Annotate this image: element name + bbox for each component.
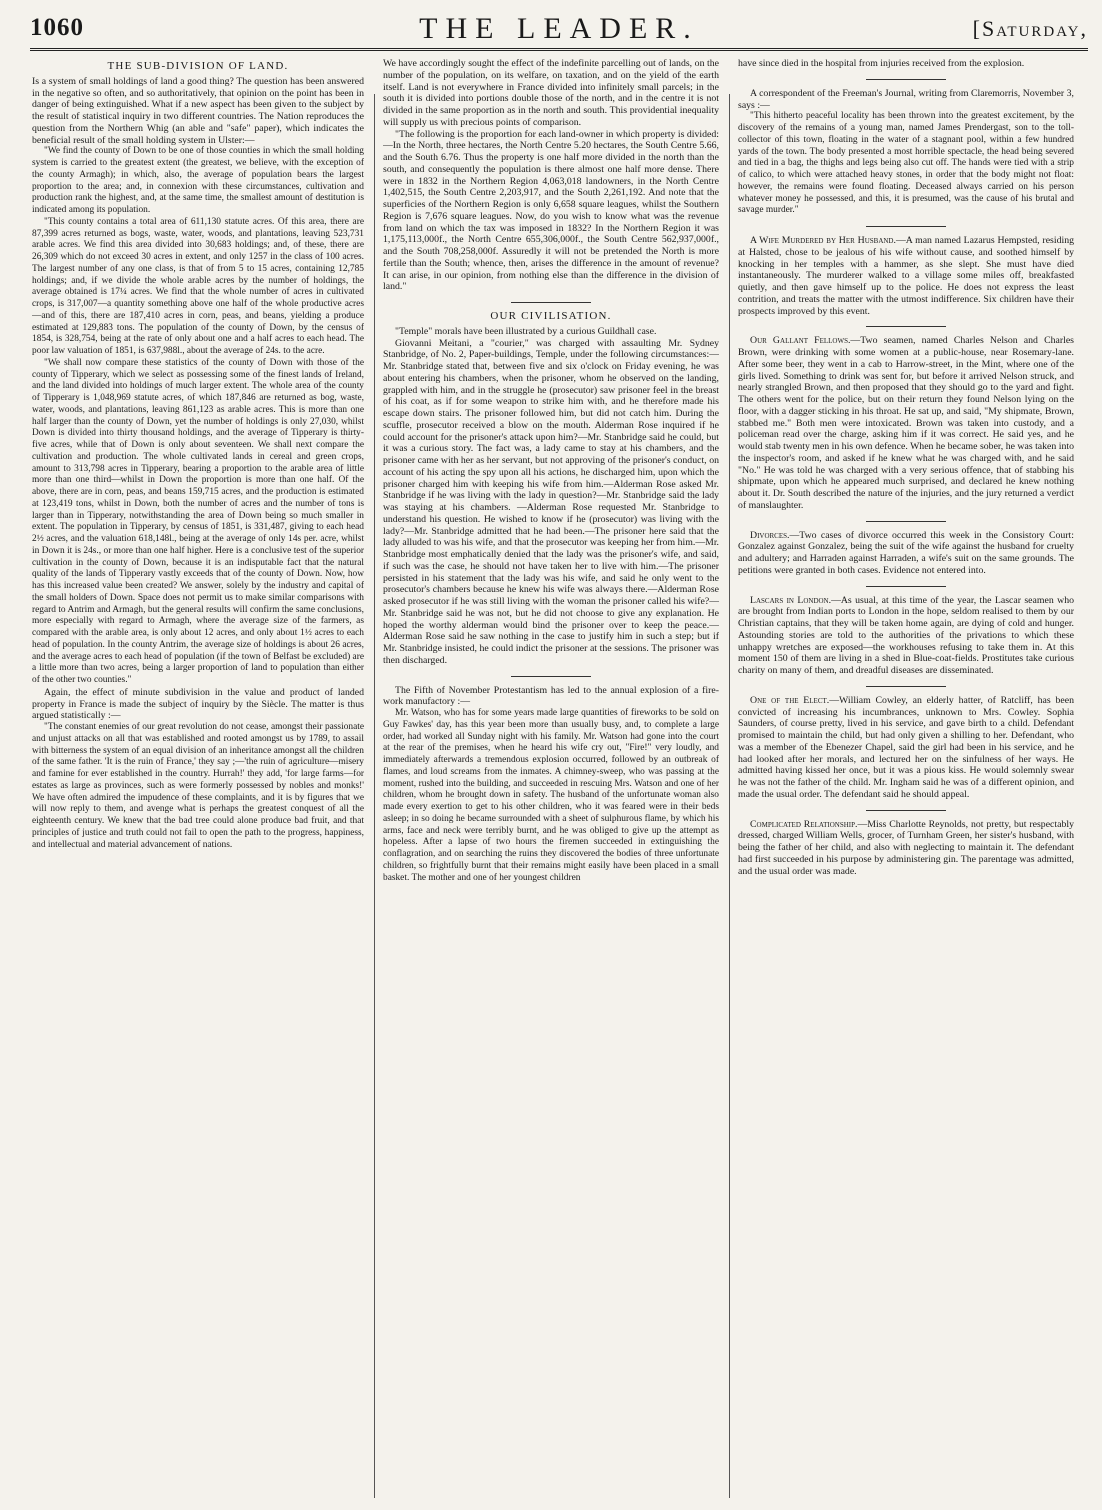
- newspaper-title: THE LEADER.: [419, 12, 699, 45]
- quoted-paragraph: "This hitherto peaceful locality has been thrown into the greatest excitement, by the discovery of the remains of a young man, named James Prendergast, son to the toll-collector of this town, floating in the water of a stagnant pool, within a few hundred yards of the town. The body presented a most horrible spectacle, the head being severed and tied in a bag, the thighs and legs being also cut off. The hands were tied with a strip of calico, to which were attached heavy stones, in order that the body might not float: however, the remains were found floating. Deceased always carried on his person whatever money he possessed, and this, it is presumed, was the cause of his brutal and savage murder.": [738, 111, 1074, 216]
- news-item-lead: Our Gallant Fellows.: [750, 335, 851, 347]
- column-2: [383, 58, 719, 1500]
- news-item-body: —Two cases of divorce occurred this week in the Consistory Court: Gonzalez against Gonzalez, being the suit of the wife against the husband for cruelty and adultery; and Harraden against Harraden, a wife's suit on the same grounds. The petitions were granted in both cases. Evidence not entered into.: [738, 529, 1074, 576]
- quoted-paragraph: "The constant enemies of our great revolution do not cease, amongst their passionate and unjust attacks on all that was established and rooted amongst us by 1789, to assail with bitterness the system of an equal division of an inheritance amongst all the children of the same father. 'It is the ruin of France,' they say ;—'the ruin of agriculture—misery and famine for ever established in the country. Hurrah!' they add, 'for large farms—for estates as large as provinces, such as were formerly possessed by nobles and monks!' We have often admired the impudence of these complaints, and it is by figures that we will now reply to them, and avenge what is perhaps the greatest conquest of all the eighteenth century. We knew that the bad tree could alone produce bad fruit, and that principles of justice and truth could not fail to open the path to the progress, happiness, and intellectual and material advancement of nations.: [32, 722, 364, 850]
- article-paragraph: We have accordingly sought the effect of the indefinite parcelling out of lands, on the number of the population, on its welfare, on taxation, and on the yield of the earth itself. Land is not everywhere in France divided into infinitely small parcels; in the south it is divided into portions double those of the north, and in the centre it is not divided in the same proportion as in the north and south. This providential inequality will supply us with precious points of comparison.: [383, 58, 719, 128]
- news-item: [738, 530, 1074, 577]
- news-item-body: —Miss Charlotte Reynolds, not pretty, but respectably dressed, charged William Wells, grocer, of Turnham Green, her sister's husband, with being the father of her child, and also with neglecting to maintain it. The defendant had first succeeded in his purpose by administering gin. The parentage was admitted, and the usual order was made.: [738, 818, 1074, 877]
- article-paragraph: have since died in the hospital from injuries received from the explosion.: [738, 58, 1025, 69]
- column-divider: [374, 94, 375, 1498]
- article-paragraph: "Temple" morals have been illustrated by a curious Guildhall case.: [395, 325, 657, 337]
- quoted-paragraph: "We shall now compare these statistics of the county of Down with those of the county of Tipperary, which we select as possessing some of the finest lands of Ireland, and the land divided into holdings of much larger extent. The whole area of the county of Tipperary is 1,048,969 statute acres, of which 187,846 are returned as bog, waste, water, woods, and plantations, leaving 861,123 as arable acres. This is more than one half larger than the county of Down, yet the number of holdings is only 27,030, whilst Down is divided into thirty thousand holdings, and the average of Tipperary is thirty-five acres, while that of Down is only about seventeen. We shall next compare the cultivation and production. The whole cultivated lands in cereal and green crops, amount to 313,798 acres in Tipperary, bearing a proportion to the arable area of little more than one third—whilst in Down the proportion is more than one half. Of the above, there are in corn, peas, and beans 159,715 acres, and the production is estimated at 123,419 tons, whilst in Down, both the number of acres and the number of tons is larger than in Tipperary, notwithstanding the area of Down being so much smaller in extent. The population in Tipperary, by census of 1851, is 331,487, giving to each head 2½ acres, and the valuation 618,148l., being at the average of only 14s per. acre, whilst in Down it is 24s., or more than one half higher. Here is a conclusive test of the superior cultivation in the county of Down, because it is an indisputable fact that the natural quality of the lands of Tipperary vastly exceeds that of the county of Down. Now, how has this increased value been created? We answer, solely by the industry and capital of the small holders of Down. Space does not permit us to make similar comparisons with regard to Antrim and Armagh, but the general results will confirm the same conclusions, more especially with regard to Armagh, where the average size of the farmers, as compared with the arable area, is only about 12 acres, and only about 1½ acres to each head of population. In the county Antrim, the average size of holdings is about 26 acres, and the average acres to each head of population (if the town of Belfast be excluded) are a little more than two acres, being a larger proportion of land to population than either of the other two counties.": [32, 357, 364, 685]
- news-item-lead: A Wife Murdered by Her Husband.: [750, 235, 896, 246]
- news-item-body: —William Cowley, an elderly hatter, of Ratcliff, has been convicted of increasing his incumbrances, unknown to Mrs. Cowley. Sophia Saunders, of course pretty, lived in his service, and gave birth to a child. Defendant promised to maintain the child, but had only given a shilling to her. Defendant, who was a member of the Ebenezer Chapel, said the girl had been in his service, and he had looked after her morals, and lectured her on the sinfulness of her ways. He admitted having kissed her once, but it was a pious kiss. He would solemnly swear he was not the father of the child. Mr. Ingham said he was of a different opinion, and made the usual order. The defendant said he should appeal.: [738, 694, 1074, 800]
- article-paragraph: Again, the effect of minute subdivision in the value and product of landed property in France is made the subject of inquiry by the Siècle. The matter is thus argued statistically :—: [32, 686, 364, 722]
- news-item-lead: Lascars in London.: [750, 594, 832, 606]
- article-heading-subdivision-of-land: THE SUB-DIVISION OF LAND.: [107, 60, 289, 72]
- quoted-paragraph: Mr. Watson, who has for some years made large quantities of fireworks to be sold on Guy Fawkes' day, has this year been more than usually busy, and, to complete a large order, had worked all Sunday night with his family. Mr. Watson had gone into the court at the rear of the premises, when he heard his wife cry out, "Fire!" very loudly, and immediately afterwards a tremendous explosion occurred, followed by an outbreak of flames, and loud screams from the inmates. A chimney-sweep, who was passing at the moment, rushed into the building, and succeeded in rescuing Mrs. Watson and one of her children, whom he brought down in safety. The husband of the unfortunate woman also made every exertion to get to his other children, who it was feared were in their beds asleep; in so doing he became surrounded with a sheet of sulphurous flame, by which his arms, face and neck were terribly burnt, and he was obliged to give up the attempt as hopeless. After a lapse of two hours the firemen succeeded in extinguishing the conflagration, and on searching the ruins they discovered the bodies of three unfortunate children, so frightfully burnt that their remains might easily have been placed in a small basket. The mother and one of her youngest children: [383, 708, 719, 883]
- section-separator: [866, 686, 946, 687]
- news-item: [738, 819, 1074, 878]
- issue-day: [Saturday,: [972, 16, 1088, 41]
- article-paragraph: A correspondent of the Freeman's Journal, writing from Claremorris, November 3, says :—: [738, 87, 1074, 111]
- quoted-paragraph: "This county contains a total area of 611,130 statute acres. Of this area, there are 87,399 acres returned as bogs, waste, water, woods, and plantations, leaving 523,731 arable acres. We find this area divided into 30,683 holdings; and, of these, there are 26,309 which do not exceed 30 acres in extent, and only 1257 in the class of 100 acres. The largest number of any one class, is that of from 5 to 15 acres, containing 12,785 holdings; and, if we divide the whole arable acres by the number of holdings, the average obtained is 17¼ acres. We find that the whole number of acres in cultivated crops, is 317,007—a quantity something above one half of the whole productive acres—and of this, there are 187,410 acres in corn, peas, and beans, yielding a produce estimated at 129,883 tons. The population of the county of Down, by the census of 1854, is 328,754, being at the rate of only about one and a half acres to each head. The poor law valuation of 1851, is 637,988l., about the average of 24s. to the acre.: [32, 216, 364, 356]
- article-heading-our-civilisation: OUR CIVILISATION.: [490, 310, 612, 322]
- news-item: [738, 335, 1074, 511]
- section-separator: [866, 810, 946, 811]
- column-1: [32, 58, 364, 1500]
- section-separator: [866, 79, 946, 80]
- article-paragraph: The Fifth of November Protestantism has led to the annual explosion of a fire-work manufactory :—: [383, 684, 719, 708]
- section-separator: [866, 226, 946, 227]
- news-item-lead: Complicated Relationship.: [750, 818, 858, 830]
- article-paragraph: "The following is the proportion for each land-owner in which property is divided:—In the North, three hectares, the North Centre 5.20 hectares, the South Centre 5.66, and the South 6.76. Thus the property is one half more divided in the north than the south, and consequently the population is there almost one half more dense. There were in 1832 in the Northern Region 4,063,018 landowners, in the North Centre 1,402,515, the South Centre 2,203,917, and the South 2,261,192. And note that the superficies of the Northern Region is only 6,658 square leagues, whilst the Southern Region is 7,676 square leagues. Now, do you wish to know what was the revenue from land on which the tax was imposed in 1832? In the Northern Region it was 1,175,113,000f., the North Centre 655,306,000f., the South Centre 562,937,000f., and the South 708,258,000f. Assuredly it will not be pretended the North is more fertile than the South; whence, then, arises the difference in the amount of revenue? It can arise, in our opinion, from nothing else than the difference in the division of land.": [383, 128, 719, 293]
- news-item-body: —As usual, at this time of the year, the Lascar seamen who are brought from Indian ports to London in the hope, seldom realised to them by our Christian captains, that they will be taken home again, are dying of cold and hunger. Astounding stories are told to the authorities of the privations to which these unhappy wretches are exposed—the workhouses refusing to take them in. At this moment 150 of them are living in a shed in Blue-coat-fields. Prostitutes take curious charity on many of them, and dreadful diseases are disseminated.: [738, 594, 1074, 676]
- news-item-lead: One of the Elect.: [750, 694, 830, 706]
- news-item: [738, 235, 1074, 317]
- section-separator: [866, 586, 946, 587]
- column-divider: [729, 94, 730, 1498]
- article-paragraph: Giovanni Meitani, a "courier," was charged with assaulting Mr. Sydney Stanbridge, of No. 2, Paper-buildings, Temple, under the following circumstances:—Mr. Stanbridge stated that, between five and six o'clock on Friday evening, he was about entering his chambers, when the prisoner, whom he observed on the landing, grappled with him, and in the struggle he (prosecutor) saw prisoner feel in the breast of his coat, as if for some weapon to strike him with, and he therefore made his escape down stairs. The prisoner followed him, but did not catch him. During the scuffle, prosecutor received a blow on the mouth. Alderman Rose inquired if he could account for the prisoner's attack upon him?—Mr. Stanbridge said he could, but it was a curious story. The fact was, a lady came to stay at his chambers, and the prisoner came with her as her servant, but not approving of the prisoner's conduct, on account of his acting the spy upon all his actions, he discharged him, upon which the prisoner charged him with keeping his wife from him.—Alderman Rose asked Mr. Stanbridge if he was living with the lady in question?—Mr. Stanbridge said the lady was staying at his chambers. —Alderman Rose requested Mr. Stanbridge to understand his question. He wished to know if he (prosecutor) was living with the lady?—Mr. Stanbridge admitted that he had been.—The prisoner here said that the lady alluded to was his wife, and that the prosecutor was keeping her from him.—Mr. Stanbridge most emphatically denied that the lady was the prisoner's wife, and said, if such was the case, he should not have taken her to live with him.—The prisoner persisted in his statement that the lady was his wife, and said he only went to the prosecutor's chambers because he knew his wife was always there.—Alderman Rose asked prosecutor if he was still living with the woman the prisoner called his wife?—Mr. Stanbridge said he was not, but he did not choose to give any explanation. He hoped the worthy alderman would bind the prisoner over to keep the peace.—Alderman Rose said he saw nothing in the case to justify him in such a step; but if Mr. Stanbridge insisted, he could indict the prisoner at the sessions. The prisoner was then discharged.: [383, 337, 719, 666]
- section-separator: [511, 676, 591, 677]
- section-separator: [511, 302, 591, 303]
- news-item: [738, 695, 1074, 801]
- page-number: 1060: [30, 14, 84, 41]
- news-item-body: —A man named Lazarus Hempsted, residing at Halsted, chose to be jealous of his wife without cause, and soothed himself by knocking in her temples with a hammer, as she slept. She must have died instantaneously. The murderer walked to a village some miles off, breakfasted quietly, and then gave himself up to the police. He does not express the least contrition, and treats the matter with the utmost indifference. Six children have their prospects improved by this event.: [738, 235, 1074, 317]
- news-item-body: —Two seamen, named Charles Nelson and Charles Brown, were drinking with some women at a public-house, near Rosemary-lane. After some beer, they went in a cab to Harrow-street, in the Mint, where one of the girls lived. Something to drink was sent for, but before it arrived Nelson struck, and nearly strangled Brown, and then proposed that they should go to the yard and fight. The others went for the police, but on their return they found Nelson lying on the floor, with a dagger sticking in his throat. He sat up, and said, "My shipmate, Brown, stabbed me." Both men were intoxicated. Brown was taken into custody, and a policeman read over the charge, asking him if it was correct. He said yes, and he would stab twenty men in his own defence. When he became sober, he was taken into the inspector's room, and asked if he knew what he was charged with, and he said "No." He was told he was charged with a very serious offence, that of stabbing his shipmate, upon which he appeared much surprised, and declared he knew nothing about it. Dr. South described the nature of the injuries, and the jury returned a verdict of manslaughter.: [738, 335, 1074, 511]
- news-item-lead: Divorces.: [750, 529, 790, 541]
- news-item: [738, 595, 1074, 677]
- column-3: [738, 58, 1074, 1500]
- section-separator: [866, 521, 946, 522]
- section-separator: [866, 326, 946, 327]
- quoted-paragraph: "We find the county of Down to be one of those counties in which the small holding system is carried to the greatest extent (the greatest, we believe, with the exception of the county Armagh); in which, also, the average of population bears the largest proportion to the area; and, in connexion with these circumstances, cultivation and production rank the highest, and, at the same time, the smallest amount of destitution is indicated among its population.: [32, 146, 364, 215]
- masthead-rule: [30, 48, 1088, 51]
- article-paragraph: Is a system of small holdings of land a good thing? The question has been answered in the negative so often, and so authoritatively, that opinion on the point has been in danger of being extinguished. What if a new aspect has been given to the subject by the result of statistical inquiry in two different countries. The Nation reproduces the question from the Northern Whig (an able and "safe" paper), which indicates the beneficial result of the small holding system in Ulster:—: [32, 75, 364, 146]
